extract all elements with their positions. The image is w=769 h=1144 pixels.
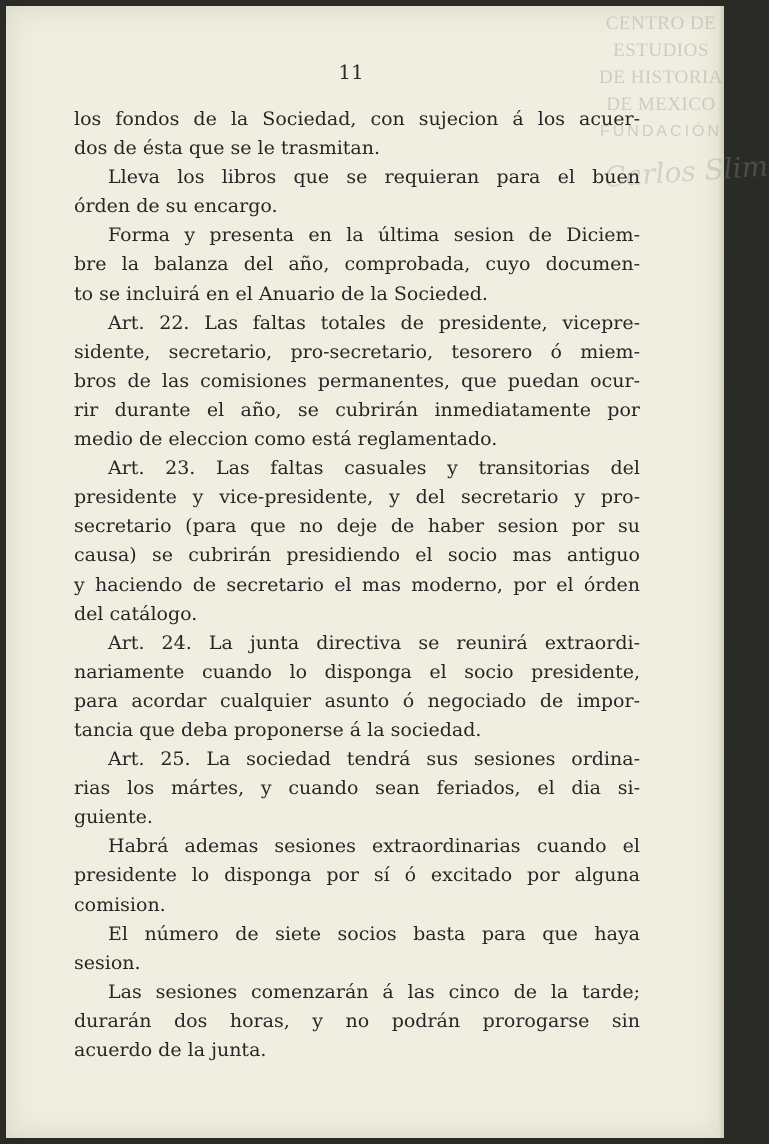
text-line: sesion. — [74, 951, 141, 974]
text-line: Art. 24. La junta directiva se reunirá extraordi- — [108, 631, 640, 654]
text-line: guiente. — [74, 806, 153, 829]
text-line: del catálogo. — [74, 602, 198, 625]
watermark-line: ESTUDIOS — [613, 40, 709, 61]
text-line: Las sesiones comenzarán á las cinco de la tarde; — [108, 980, 640, 1003]
text-line: bros de las comisiones permanentes, que puedan ocur- — [74, 369, 640, 392]
watermark-line: FUNDACIÓN — [599, 123, 723, 140]
text-line: Art. 23. Las faltas casuales y transitorias del — [108, 457, 640, 480]
text-line: secretario (para que no deje de haber sesion por su — [74, 515, 640, 538]
text-line: Art. 25. La sociedad tendrá sus sesiones ordina- — [108, 748, 640, 771]
text-line: to se incluirá en el Anuario de la Socieded. — [74, 282, 488, 305]
text-line: El número de siete socios basta para que haya — [108, 922, 640, 945]
body-text — [74, 105, 640, 1065]
text-line: nariamente cuando lo disponga el socio presidente, — [74, 660, 640, 683]
text-line: para acordar cualquier asunto ó negociado de impor- — [74, 689, 640, 712]
text-line: Lleva los libros que se requieran para el buen — [108, 166, 640, 189]
text-line: Art. 22. Las faltas totales de presidente, vicepre- — [108, 311, 640, 334]
text-line: dos de ésta que se le trasmitan. — [74, 137, 381, 160]
text-line: presidente lo disponga por sí ó excitado por alguna — [74, 864, 640, 887]
text-line: Forma y presenta en la última sesion de Diciem- — [108, 224, 640, 247]
text-line: los fondos de la Sociedad, con sujecion á los acuer- — [74, 108, 640, 130]
watermark-signature: Carlos Slim — [603, 149, 769, 194]
text-line: causa) se cubrirán presidiendo el socio mas antiguo — [74, 544, 640, 567]
text-line: sidente, secretario, pro-secretario, tesorero ó miem- — [74, 340, 640, 363]
watermark-line: CENTRO DE — [605, 13, 717, 34]
text-line: bre la balanza del año, comprobada, cuyo documen- — [74, 253, 640, 276]
text-line: presidente y vice-presidente, y del secretario y pro- — [74, 486, 640, 509]
text-line: Habrá ademas sesiones extraordinarias cuando el — [108, 835, 640, 858]
watermark-line: DE MEXICO — [606, 94, 716, 115]
text-line: acuerdo de la junta. — [74, 1039, 267, 1061]
watermark-line: DE HISTORIA — [599, 67, 723, 88]
text-line: y haciendo de secretario el mas moderno, por el órden — [74, 573, 640, 596]
text-line: órden de su encargo. — [74, 195, 278, 218]
page-number: 11 — [338, 60, 364, 84]
text-line: rir durante el año, se cubrirán inmediatamente por — [74, 398, 640, 421]
text-line: rias los mártes, y cuando sean feriados, el dia si- — [74, 777, 640, 800]
text-line: medio de eleccion como está reglamentado. — [74, 428, 498, 451]
text-line: comision. — [74, 893, 166, 916]
book-page — [6, 6, 769, 1138]
text-line: durarán dos horas, y no podrán prorogarse sin — [74, 1009, 640, 1032]
text-line: tancia que deba proponerse á la sociedad. — [74, 718, 482, 741]
